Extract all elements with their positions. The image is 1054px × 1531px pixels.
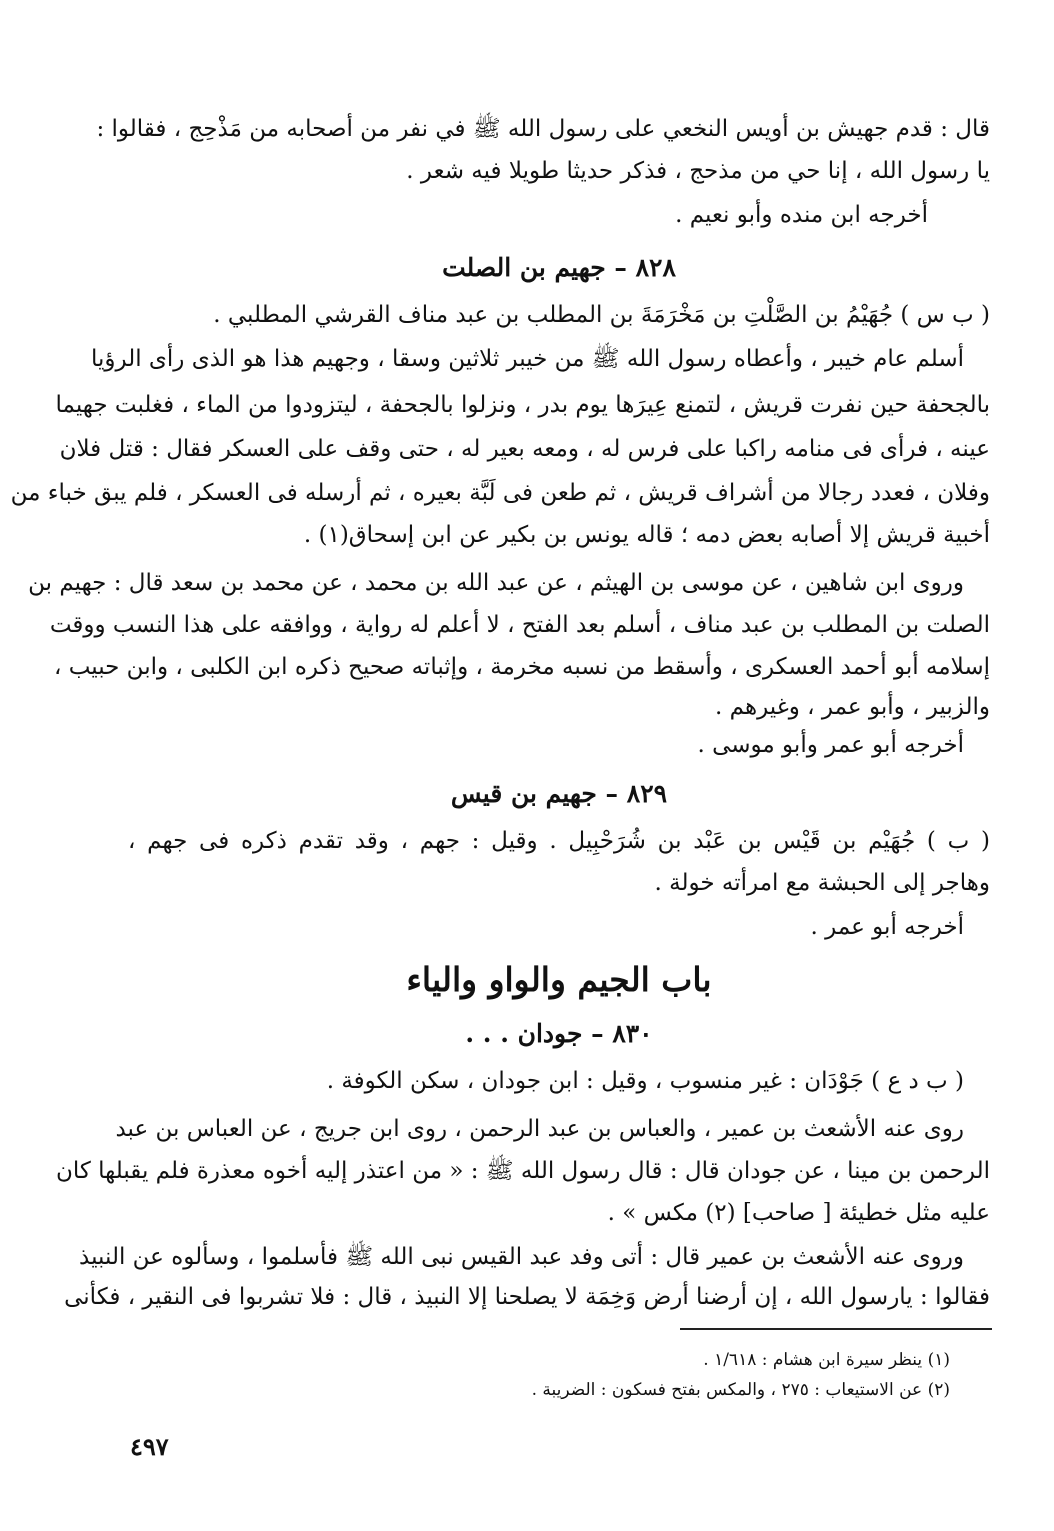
text-line: ( ب ) جُهَيْم بن قَيْس بن عَبْد بن شُرَحْبِيل . وقيل : جهم ، وقد تقدم ذكره فى جهم ، bbox=[128, 828, 990, 854]
chapter-title: باب الجيم والواو والياء bbox=[406, 960, 712, 999]
source-line: أخرجه أبو عمر . bbox=[810, 914, 964, 940]
page-number: ٤٩٧ bbox=[130, 1432, 169, 1461]
text-line: فقالوا : يارسول الله ، إن أرضنا أرض وَخِمَة لا يصلحنا إلا النبيذ ، قال : فلا تشربوا فى النقير ، فكأنى bbox=[64, 1284, 990, 1310]
footnote-rule bbox=[680, 1328, 992, 1330]
text-line: روى عنه الأشعث بن عمير ، والعباس بن عبد الرحمن ، روى ابن جريج ، عن العباس بن عبد bbox=[115, 1116, 964, 1142]
text-line: وروى عنه الأشعث بن عمير قال : أتى وفد عبد القيس نبى الله ﷺ فأسلموا ، وسألوه عن النبيذ bbox=[79, 1244, 964, 1270]
entry-intro: ( ب س ) جُهَيْمُ بن الصَّلْتِ بن مَخْرَمَةَ بن المطلب بن عبد مناف القرشي المطلبي . bbox=[213, 302, 990, 328]
footnote: (١) ينظر سيرة ابن هشام : ١/٦١٨ . bbox=[703, 1350, 950, 1370]
source-line: أخرجه ابن منده وأبو نعيم . bbox=[675, 202, 928, 228]
text-line: عينه ، فرأى فى منامه راكبا على فرس له ، ومعه بعير له ، حتى وقف على العسكر فقال : قتل فلان bbox=[59, 436, 990, 462]
text-line: وهاجر إلى الحبشة مع امرأته خولة . bbox=[654, 870, 990, 896]
source-line: أخرجه أبو عمر وأبو موسى . bbox=[697, 732, 964, 758]
text-line: الصلت بن المطلب بن عبد مناف ، أسلم بعد الفتح ، لا أعلم له رواية ، ووافقه على هذا النسب ووقت bbox=[49, 612, 990, 638]
text-line: قال : قدم جهيش بن أويس النخعي على رسول الله ﷺ في نفر من أصحابه من مَذْحِج ، فقالوا : bbox=[96, 116, 990, 142]
text-line: أسلم عام خيبر ، وأعطاه رسول الله ﷺ من خيبر ثلاثين وسقا ، وجهيم هذا هو الذى رأى الرؤيا bbox=[90, 346, 964, 372]
text-line: يا رسول الله ، إنا حي من مذحج ، فذكر حديثا طويلا فيه شعر . bbox=[406, 158, 990, 184]
text-line: بالجحفة حين نفرت قريش ، لتمنع عِيرَها يوم بدر ، ونزلوا بالجحفة ، ليتزودوا من الماء ، فغلبت جهيما bbox=[55, 392, 990, 418]
text-line: أخبية قريش إلا أصابه بعض دمه ؛ قاله يونس بن بكير عن ابن إسحاق(١) . bbox=[303, 522, 990, 548]
entry-intro: ( ب د ع ) جَوْدَان : غير منسوب ، وقيل : ابن جودان ، سكن الكوفة . bbox=[326, 1068, 964, 1094]
text-line: وروى ابن شاهين ، عن موسى بن الهيثم ، عن عبد الله بن محمد ، عن محمد بن سعد قال : جهيم بن bbox=[28, 570, 964, 596]
text-line: والزبير ، وأبو عمر ، وغيرهم . bbox=[715, 694, 990, 720]
entry-heading: ٨٢٨ – جهيم بن الصلت bbox=[442, 253, 676, 282]
text-line: الرحمن بن مينا ، عن جودان قال : قال رسول الله ﷺ : « من اعتذر إليه أخوه معذرة فلم يقبلها كان bbox=[55, 1158, 990, 1184]
text-line: عليه مثل خطيئة [ صاحب] (٢) مكس » . bbox=[607, 1200, 990, 1226]
footnote: (٢) عن الاستيعاب : ٢٧٥ ، والمكس بفتح فسكون : الضريبة . bbox=[531, 1380, 950, 1400]
entry-heading: ٨٢٩ – جهيم بن قيس bbox=[450, 779, 668, 808]
text-line: وفلان ، فعدد رجالا من أشراف قريش ، ثم طعن فى لَبَّة بعيره ، ثم أرسله فى العسكر ، فلم يبق خباء من bbox=[10, 480, 990, 506]
text-line: إسلامه أبو أحمد العسكرى ، وأسقط من نسبه مخرمة ، وإثباته صحيح ذكره ابن الكلبى ، وابن حبيب ، bbox=[53, 654, 990, 680]
entry-heading: ٨٣٠ – جودان . . . bbox=[465, 1019, 653, 1048]
